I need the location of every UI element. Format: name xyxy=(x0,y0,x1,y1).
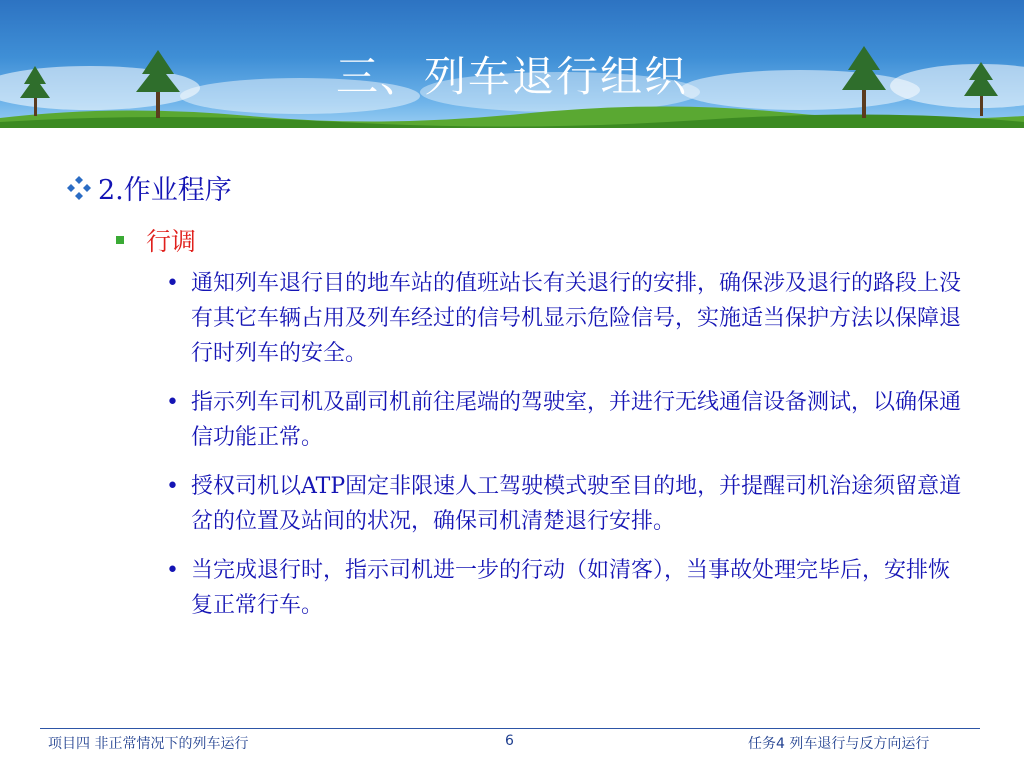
list-item-text: 通知列车退行目的地车站的值班站长有关退行的安排，确保涉及退行的路段上没有其它车辆占用及列车经过的信号机显示危险信号，实施适当保护方法以保障退行时列车的安全。 xyxy=(191,271,962,366)
footer-right: 任务4 列车退行与反方向运行 xyxy=(748,736,930,752)
diamond-bullet-icon xyxy=(66,175,92,201)
bullet-list xyxy=(164,266,964,637)
list-item-text: 授权司机以ATP固定非限速人工驾驶模式驶至目的地，并提醒司机治途须留意道岔的位置及站间的状况，确保司机清楚退行安排。 xyxy=(191,474,962,534)
list-item xyxy=(164,266,964,371)
bullet-dot: • xyxy=(166,271,179,296)
footer-left: 项目四 非正常情况下的列车运行 xyxy=(48,736,249,752)
square-bullet-icon xyxy=(116,236,124,244)
slide-title: 三、列车退行组织 xyxy=(335,52,688,101)
footer-divider xyxy=(40,728,980,729)
list-item xyxy=(164,553,964,623)
header-banner xyxy=(0,0,1024,128)
bullet-dot: • xyxy=(166,558,179,583)
bullet-dot: • xyxy=(166,474,179,499)
page-number: 6 xyxy=(505,733,514,749)
bullet-dot: • xyxy=(166,390,179,415)
list-item xyxy=(164,385,964,455)
subsection-heading xyxy=(116,222,196,258)
section-heading-text: 2.作业程序 xyxy=(98,175,232,206)
subsection-heading-text: 行调 xyxy=(146,227,197,256)
section-heading xyxy=(66,168,232,207)
list-item xyxy=(164,469,964,539)
list-item-text: 当完成退行时，指示司机进一步的行动（如清客），当事故处理完毕后，安排恢复正常行车。 xyxy=(191,558,951,618)
list-item-text: 指示列车司机及副司机前往尾端的驾驶室，并进行无线通信设备测试，以确保通信功能正常。 xyxy=(191,390,962,450)
